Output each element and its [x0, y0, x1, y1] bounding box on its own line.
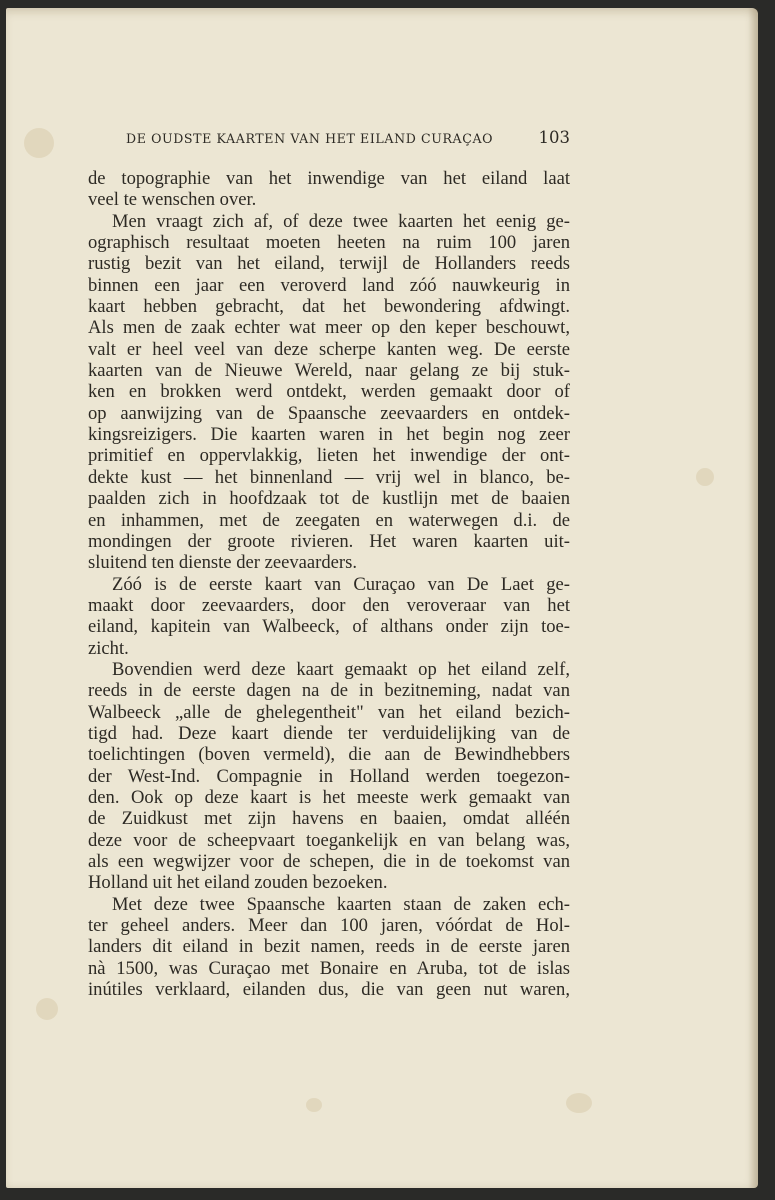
text-line: den. Ook op deze kaart is het meeste werk gemaakt van — [88, 786, 570, 808]
text-line: op aanwijzing van de Spaansche zeevaarders en ontdek- — [88, 402, 570, 424]
paper-stain — [696, 468, 714, 486]
text-line: eiland, kapitein van Walbeeck, of althans onder zijn toe- — [88, 616, 570, 638]
text-line: en inhammen, met de zeegaten en waterwegen d.i. de — [88, 509, 570, 531]
text-line: reeds in de eerste dagen na de in bezitneming, nadat van — [88, 680, 570, 702]
body-text — [88, 168, 570, 1000]
paper-stain — [24, 128, 54, 158]
text-line: de topographie van het inwendige van het eiland laat — [88, 168, 570, 189]
running-title: DE OUDSTE KAARTEN VAN HET EILAND CURAÇAO — [126, 131, 494, 146]
text-line: Men vraagt zich af, of deze twee kaarten het eenig ge- — [112, 210, 570, 232]
text-line: valt er heel veel van deze scherpe kanten weg. De eerste — [88, 338, 570, 360]
text-line: mondingen der groote rivieren. Het waren kaarten uit- — [88, 530, 570, 552]
text-line: dekte kust — het binnenland — vrij wel in blanco, be- — [88, 466, 570, 488]
paper-stain — [566, 1093, 592, 1113]
text-line: Holland uit het eiland zouden bezoeken. — [88, 872, 388, 894]
text-line: deze voor de scheepvaart toegankelijk en van belang was, — [88, 829, 570, 851]
text-line: tigd had. Deze kaart diende ter verduidelijking van de — [88, 722, 570, 744]
paper-stain — [36, 998, 58, 1020]
text-line: de Zuidkust met zijn havens en baaien, omdat alléén — [88, 808, 570, 830]
text-line: als een wegwijzer voor de schepen, die in de toekomst van — [88, 851, 570, 872]
text-line: kaart hebben gebracht, dat het bewondering afdwingt. — [88, 296, 570, 318]
text-line: paalden zich in hoofdzaak tot de kustlijn met de baaien — [88, 488, 570, 510]
text-line: ken en brokken werd ontdekt, werden gemaakt door of — [88, 381, 570, 403]
page-header — [126, 128, 570, 152]
text-line: primitief en oppervlakkig, lieten het inwendige der ont- — [88, 445, 570, 467]
text-line: kaarten van de Nieuwe Wereld, naar gelang ze bij stuk- — [88, 360, 570, 382]
paragraph — [88, 894, 570, 1001]
text-line: Bovendien werd deze kaart gemaakt op het eiland zelf, — [112, 658, 570, 680]
paragraph — [88, 168, 570, 211]
text-line: Walbeeck „alle de ghelegentheit" van het eiland bezich- — [88, 701, 570, 723]
text-line: rustig bezit van het eiland, terwijl de Hollanders reeds — [88, 253, 570, 275]
text-line: inútiles verklaard, eilanden dus, die van geen nut waren, — [88, 979, 570, 1001]
text-line: ter geheel anders. Meer dan 100 jaren, vóórdat de Hol- — [88, 915, 570, 937]
paragraph — [88, 574, 570, 659]
text-line: kingsreizigers. Die kaarten waren in het begin nog zeer — [88, 424, 570, 446]
text-line: ographisch resultaat moeten heeten na ruim 100 jaren — [88, 232, 570, 254]
text-line: sluitend ten dienste der zeevaarders. — [88, 552, 357, 574]
text-line: Als men de zaak echter wat meer op den keper beschouwt, — [88, 317, 570, 339]
text-line: Zóó is de eerste kaart van Curaçao van De Laet ge- — [112, 573, 570, 595]
text-line: Met deze twee Spaansche kaarten staan de zaken ech- — [112, 893, 570, 915]
text-line: veel te wenschen over. — [88, 189, 257, 211]
page-number: 103 — [538, 128, 570, 147]
text-line: der West-Ind. Compagnie in Holland werden toegezon- — [88, 765, 570, 787]
text-line: maakt door zeevaarders, door den veroveraar van het — [88, 594, 570, 616]
text-line: toelichtingen (boven vermeld), die aan de Bewindhebbers — [88, 744, 570, 766]
paragraph — [88, 659, 570, 894]
paragraph — [88, 211, 570, 574]
text-line: zicht. — [88, 637, 129, 659]
text-line: binnen een jaar een veroverd land zóó nauwkeurig in — [88, 274, 570, 296]
text-line: nà 1500, was Curaçao met Bonaire en Aruba, tot de islas — [88, 957, 570, 979]
text-line: landers dit eiland in bezit namen, reeds in de eerste jaren — [88, 936, 570, 958]
paper-stain — [306, 1098, 322, 1112]
